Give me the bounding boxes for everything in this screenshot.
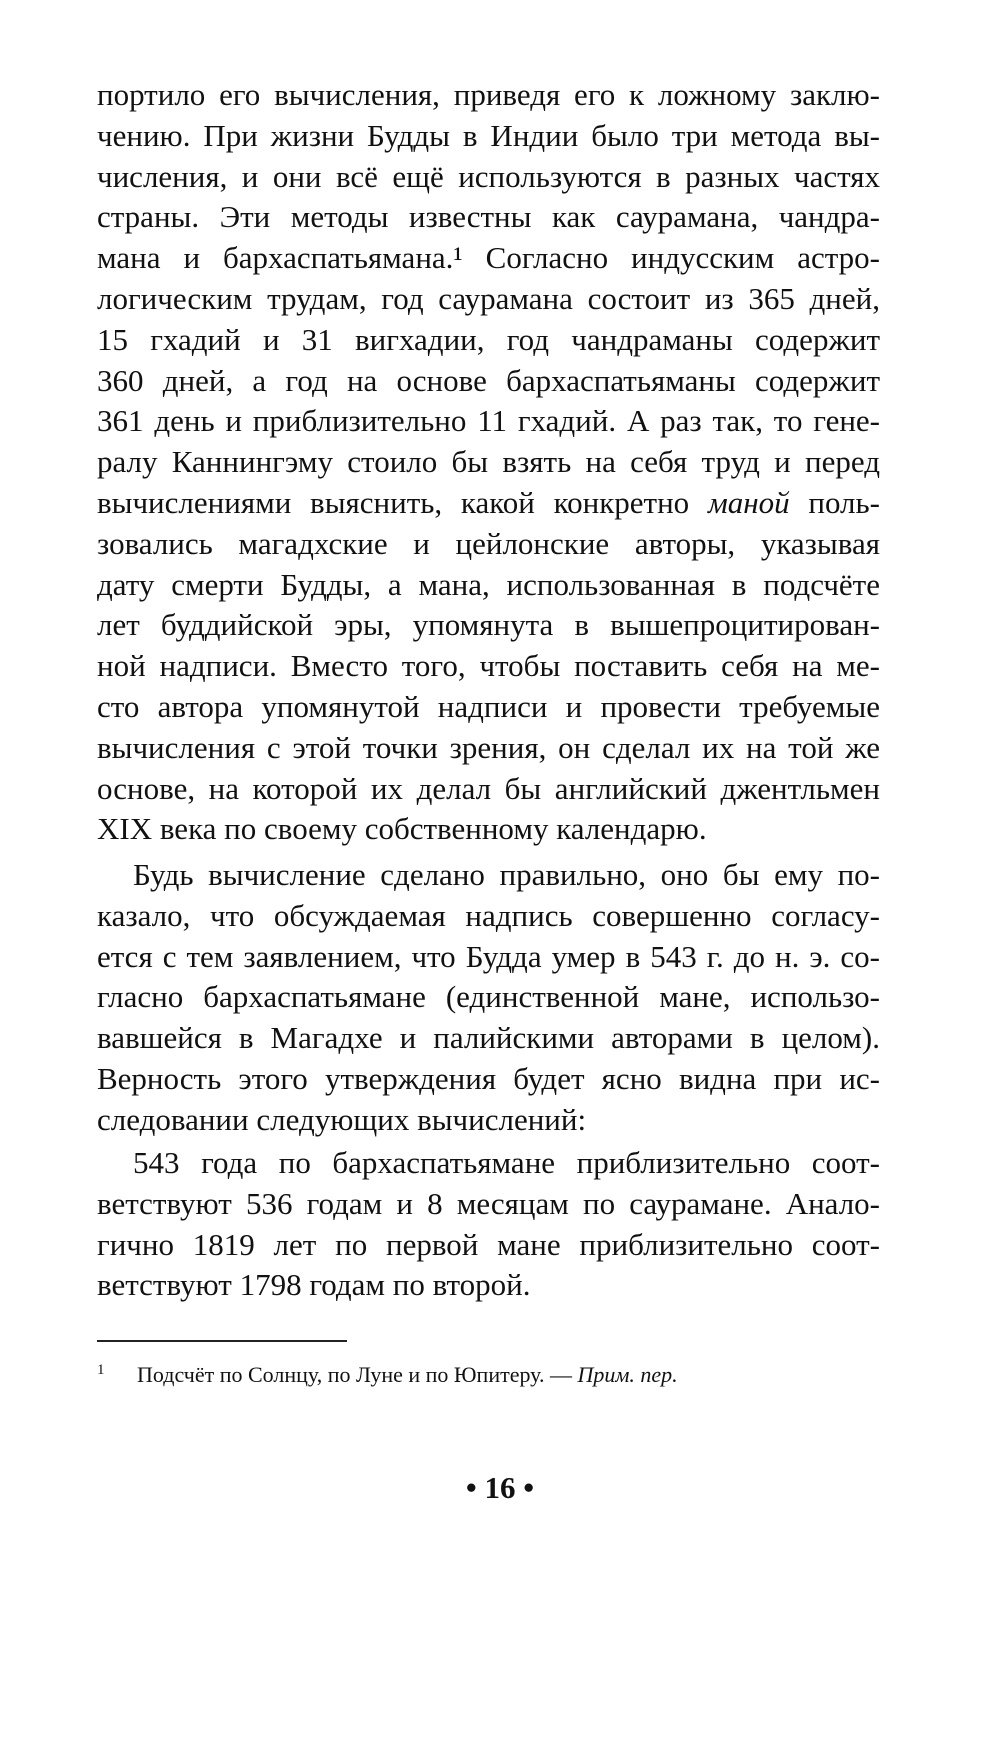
footnote-text: Подсчёт по Солнцу, по Луне и по Юпитеру. — [137, 1362, 578, 1387]
text-line: лет буддийской эры, упомянута в вышепроцитирован- [97, 607, 880, 643]
text-line: 15 гхадий и 31 вигхадии, год чандраманы содержит [97, 321, 880, 357]
text-line: казало, что обсуждаемая надпись совершенно согласу- [97, 897, 880, 933]
text-line: ралу Каннингэму стоило бы взять на себя труд и перед [97, 444, 880, 480]
text-line: ной надписи. Вместо того, чтобы поставить себя на ме- [97, 648, 880, 684]
footnote-divider [97, 1340, 347, 1342]
paragraph-2 [97, 855, 880, 1141]
text-line: ветствуют 536 годам и 8 месяцам по саурамане. Анало- [97, 1185, 880, 1221]
page-number: • 16 • [465, 1470, 535, 1505]
text-line: ется с тем заявлением, что Будда умер в 543 г. до н. э. со- [97, 938, 880, 974]
text-line: ветствуют 1798 годам по второй. [97, 1267, 531, 1303]
text-line: XIX века по своему собственному календарю. [97, 811, 707, 847]
text-line: чению. При жизни Будды в Индии было три метода вы- [97, 117, 880, 153]
text-line: страны. Эти методы известны как саурамана, чандра- [97, 199, 880, 235]
text-line: зовались магадхские и цейлонские авторы, указывая [97, 525, 880, 561]
text-line: гично 1819 лет по первой мане приблизительно соот- [97, 1226, 880, 1262]
text-line: вычисления с этой точки зрения, он сделал их на той же [97, 729, 880, 765]
text-line: Будь вычисление сделано правильно, оно бы ему по- [133, 857, 880, 892]
text-segment: вычислениями выяснить, какой конкретно [97, 484, 708, 520]
text-line: основе, на которой их делал бы английский джентльмен [97, 770, 880, 806]
text-line [97, 483, 880, 524]
text-line: числения, и они всё ещё используются в разных частях [97, 158, 880, 194]
footnote-note: Прим. пер. [577, 1362, 678, 1387]
text-segment: поль- [789, 484, 880, 520]
text-line: логическим трудам, год саурамана состоит из 365 дней, [97, 280, 880, 316]
text-line: дату смерти Будды, а мана, использованная в подсчёте [97, 566, 880, 602]
text-line: следовании следующих вычислений: [97, 1101, 587, 1137]
text-line: 361 день и приблизительно 11 гхадий. А раз так, то гене- [97, 403, 880, 439]
text-line: гласно бархаспатьямане (единственной мане, использо- [97, 979, 880, 1015]
text-line: мана и бархаспатьямана.¹ Согласно индусским астро- [97, 240, 880, 276]
text-line: 543 года по бархаспатьямане приблизительно соот- [133, 1145, 880, 1180]
paragraph-1 [97, 75, 880, 850]
text-line: Верность этого утверждения будет ясно видна при ис- [97, 1060, 880, 1096]
text-line: портило его вычисления, приведя его к ложному заклю- [97, 77, 880, 112]
italic-term: маной [707, 484, 790, 520]
text-line: 360 дней, а год на основе бархаспатьяманы содержит [97, 362, 880, 398]
text-line: вавшейся в Магадхе и палийскими авторами в целом). [97, 1020, 880, 1056]
footnote [97, 1362, 678, 1388]
paragraph-3 [97, 1143, 880, 1306]
footnote-number: 1 [97, 1362, 105, 1378]
text-line: сто автора упомянутой надписи и провести требуемые [97, 688, 880, 724]
